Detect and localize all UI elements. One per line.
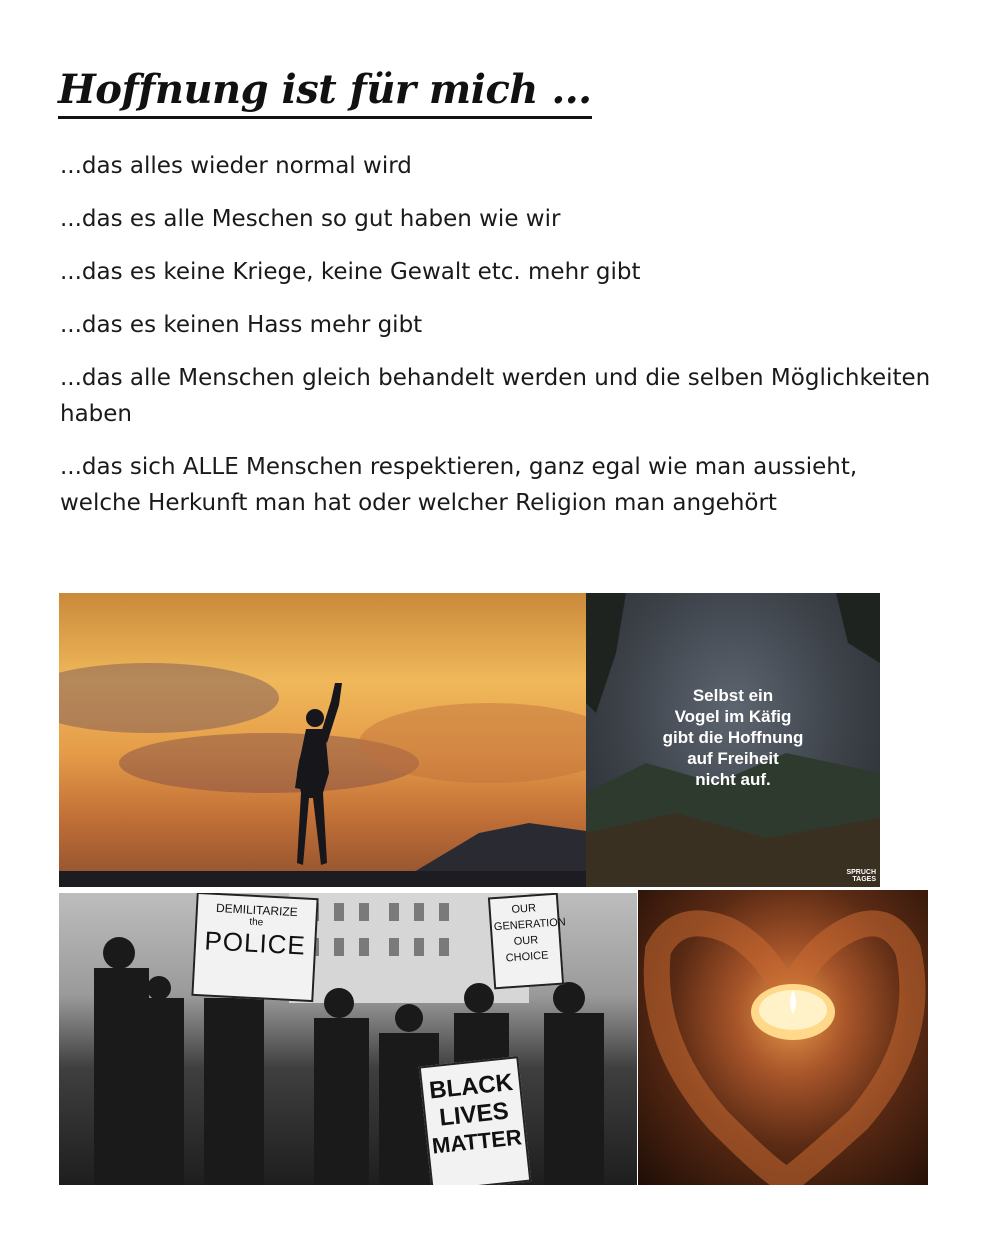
sign-blm bbox=[419, 1056, 532, 1185]
quote-line: Vogel im Käfig bbox=[674, 707, 792, 726]
sign-text: BLACK bbox=[427, 1068, 515, 1105]
sign-text: MATTER bbox=[430, 1124, 523, 1159]
silhouette-icon bbox=[59, 593, 586, 887]
list-item: ...das es keine Kriege, keine Gewalt etc. mehr gibt bbox=[60, 259, 641, 285]
quote-line: auf Freiheit bbox=[687, 749, 779, 768]
list-item: ...das sich ALLE Menschen respektieren, ganz egal wie man aussieht, welche Herkunft man hat oder welcher Religion man angehört bbox=[60, 454, 858, 516]
candle-icon bbox=[638, 890, 928, 1185]
quote-line: gibt die Hoffnung bbox=[662, 728, 804, 747]
list-item: ...das es keinen Hass mehr gibt bbox=[60, 312, 423, 338]
quote-image bbox=[586, 593, 880, 887]
hope-list bbox=[60, 148, 940, 538]
quote-line: nicht auf. bbox=[695, 770, 771, 789]
quote-text bbox=[586, 685, 880, 790]
sign-text: LIVES bbox=[438, 1097, 510, 1132]
sign-choice: OUR GENERATION OUR CHOICE bbox=[488, 893, 564, 989]
sign-text: POLICE bbox=[203, 925, 307, 961]
list-item: ...das alle Menschen gleich behandelt werden und die selben Möglichkeiten haben bbox=[60, 365, 931, 427]
candle-image bbox=[638, 890, 928, 1185]
sign-text: DEMILITARIZE bbox=[215, 900, 299, 920]
sunset-fist-image bbox=[59, 593, 586, 887]
protest-image bbox=[59, 893, 637, 1185]
quote-line: Selbst ein bbox=[692, 686, 774, 705]
page-title: Hoffnung ist für mich ... bbox=[58, 66, 592, 119]
list-item: ...das alles wieder normal wird bbox=[60, 153, 412, 179]
sign-police bbox=[191, 893, 318, 1002]
list-item: ...das es alle Meschen so gut haben wie wir bbox=[60, 206, 561, 232]
spruch-logo: SPRUCH TAGES bbox=[846, 869, 876, 883]
sign-text: the bbox=[249, 916, 264, 929]
